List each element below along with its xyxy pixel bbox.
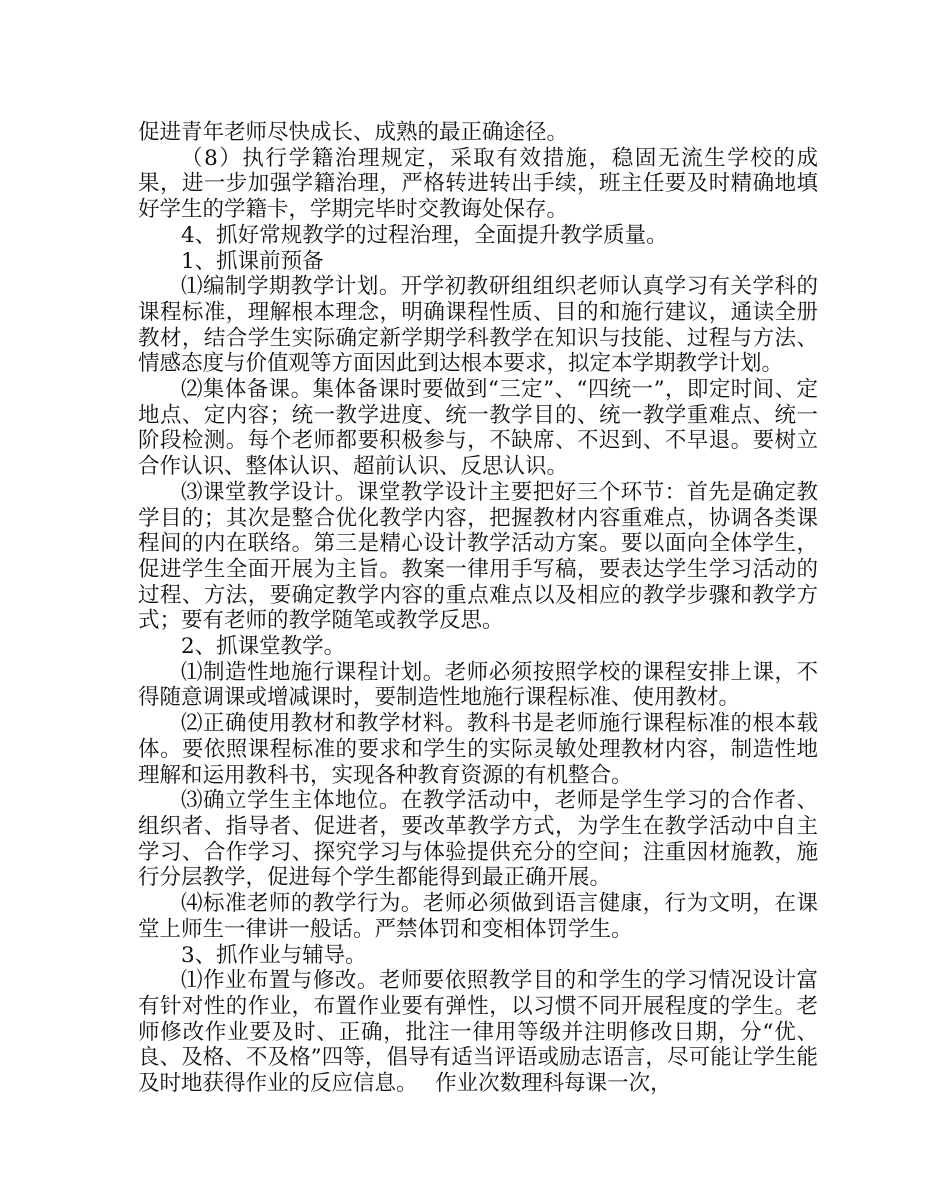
document-body — [138, 120, 818, 1097]
paragraph-5: ⑵集体备课。集体备课时要做到“三定”、“四统一”，即定时间、定地点、定内容；统一教学进度、统一教学目的、统一教学重难点、统一阶段检测。每个老师都要积极参与，不缺席、不迟到、不早退。要树立合作认识、整体认识、超前认识、反思认识。 — [138, 377, 818, 480]
paragraph-8: ⑴制造性地施行课程计划。老师必须按照学校的课程安排上课，不得随意调课或增减课时，要制造性地施行课程标准、使用教材。 — [138, 659, 818, 711]
paragraph-12: 3、抓作业与辅导。 — [181, 942, 367, 968]
paragraph-6: ⑶课堂教学设计。课堂教学设计主要把好三个环节：首先是确定教学目的；其次是整合优化教学内容，把握教材内容重难点，协调各类课程间的内在联络。第三是精心设计教学活动方案。要以面向全体学生，促进学生全面开展为主旨。教案一律用手写稿，要表达学生学习活动的过程、方法，要确定教学内容的重点难点以及相应的教学步骤和教学方式；要有老师的教学随笔或教学反思。 — [138, 479, 818, 634]
paragraph-2: 4、抓好常规教学的过程治理，全面提升教学质量。 — [181, 222, 668, 248]
paragraph-3: 1、抓课前预备 — [181, 248, 324, 274]
paragraph-7: 2、抓课堂教学。 — [181, 634, 346, 660]
paragraph-10: ⑶确立学生主体地位。在教学活动中，老师是学生学习的合作者、组织者、指导者、促进者，要改革教学方式，为学生在教学活动中自主学习、合作学习、探究学习与体验提供充分的空间；注重因材施教，施行分层教学，促进每个学生都能得到最正确开展。 — [138, 788, 818, 891]
paragraph-11: ⑷标准老师的教学行为。老师必须做到语言健康，行为文明，在课堂上师生一律讲一般话。严禁体罚和变相体罚学生。 — [138, 891, 818, 942]
paragraph-0: 促进青年老师尽快成长、成熟的最正确途径。 — [138, 120, 569, 145]
paragraph-1: （8）执行学籍治理规定，采取有效措施，稳固无流生学校的成果，进一步加强学籍治理，严格转进转出手续，班主任要及时精确地填好学生的学籍卡，学期完毕时交教诲处保存。 — [138, 145, 818, 223]
paragraph-13: ⑴作业布置与修改。老师要依照教学目的和学生的学习情况设计富有针对性的作业，布置作业要有弹性，以习惯不同开展程度的学生。老师修改作业要及时、正确，批注一律用等级并注明修改日期，分“优、良、及格、不及格”四等，倡导有适当评语或励志语言，尽可能让学生能及时地获得作业的反应信息。 作业次数理科每课一次， — [138, 968, 818, 1097]
paragraph-4: ⑴编制学期教学计划。开学初教研组组织老师认真学习有关学科的课程标准，理解根本理念，明确课程性质、目的和施行建议，通读全册教材，结合学生实际确定新学期学科教学在知识与技能、过程与方法、情感态度与价值观等方面因此到达根本要求，拟定本学期教学计划。 — [138, 274, 818, 377]
paragraph-9: ⑵正确使用教材和教学材料。教科书是老师施行课程标准的根本载体。要依照课程标准的要求和学生的实际灵敏处理教材内容，制造性地理解和运用教科书，实现各种教育资源的有机整合。 — [138, 711, 818, 788]
